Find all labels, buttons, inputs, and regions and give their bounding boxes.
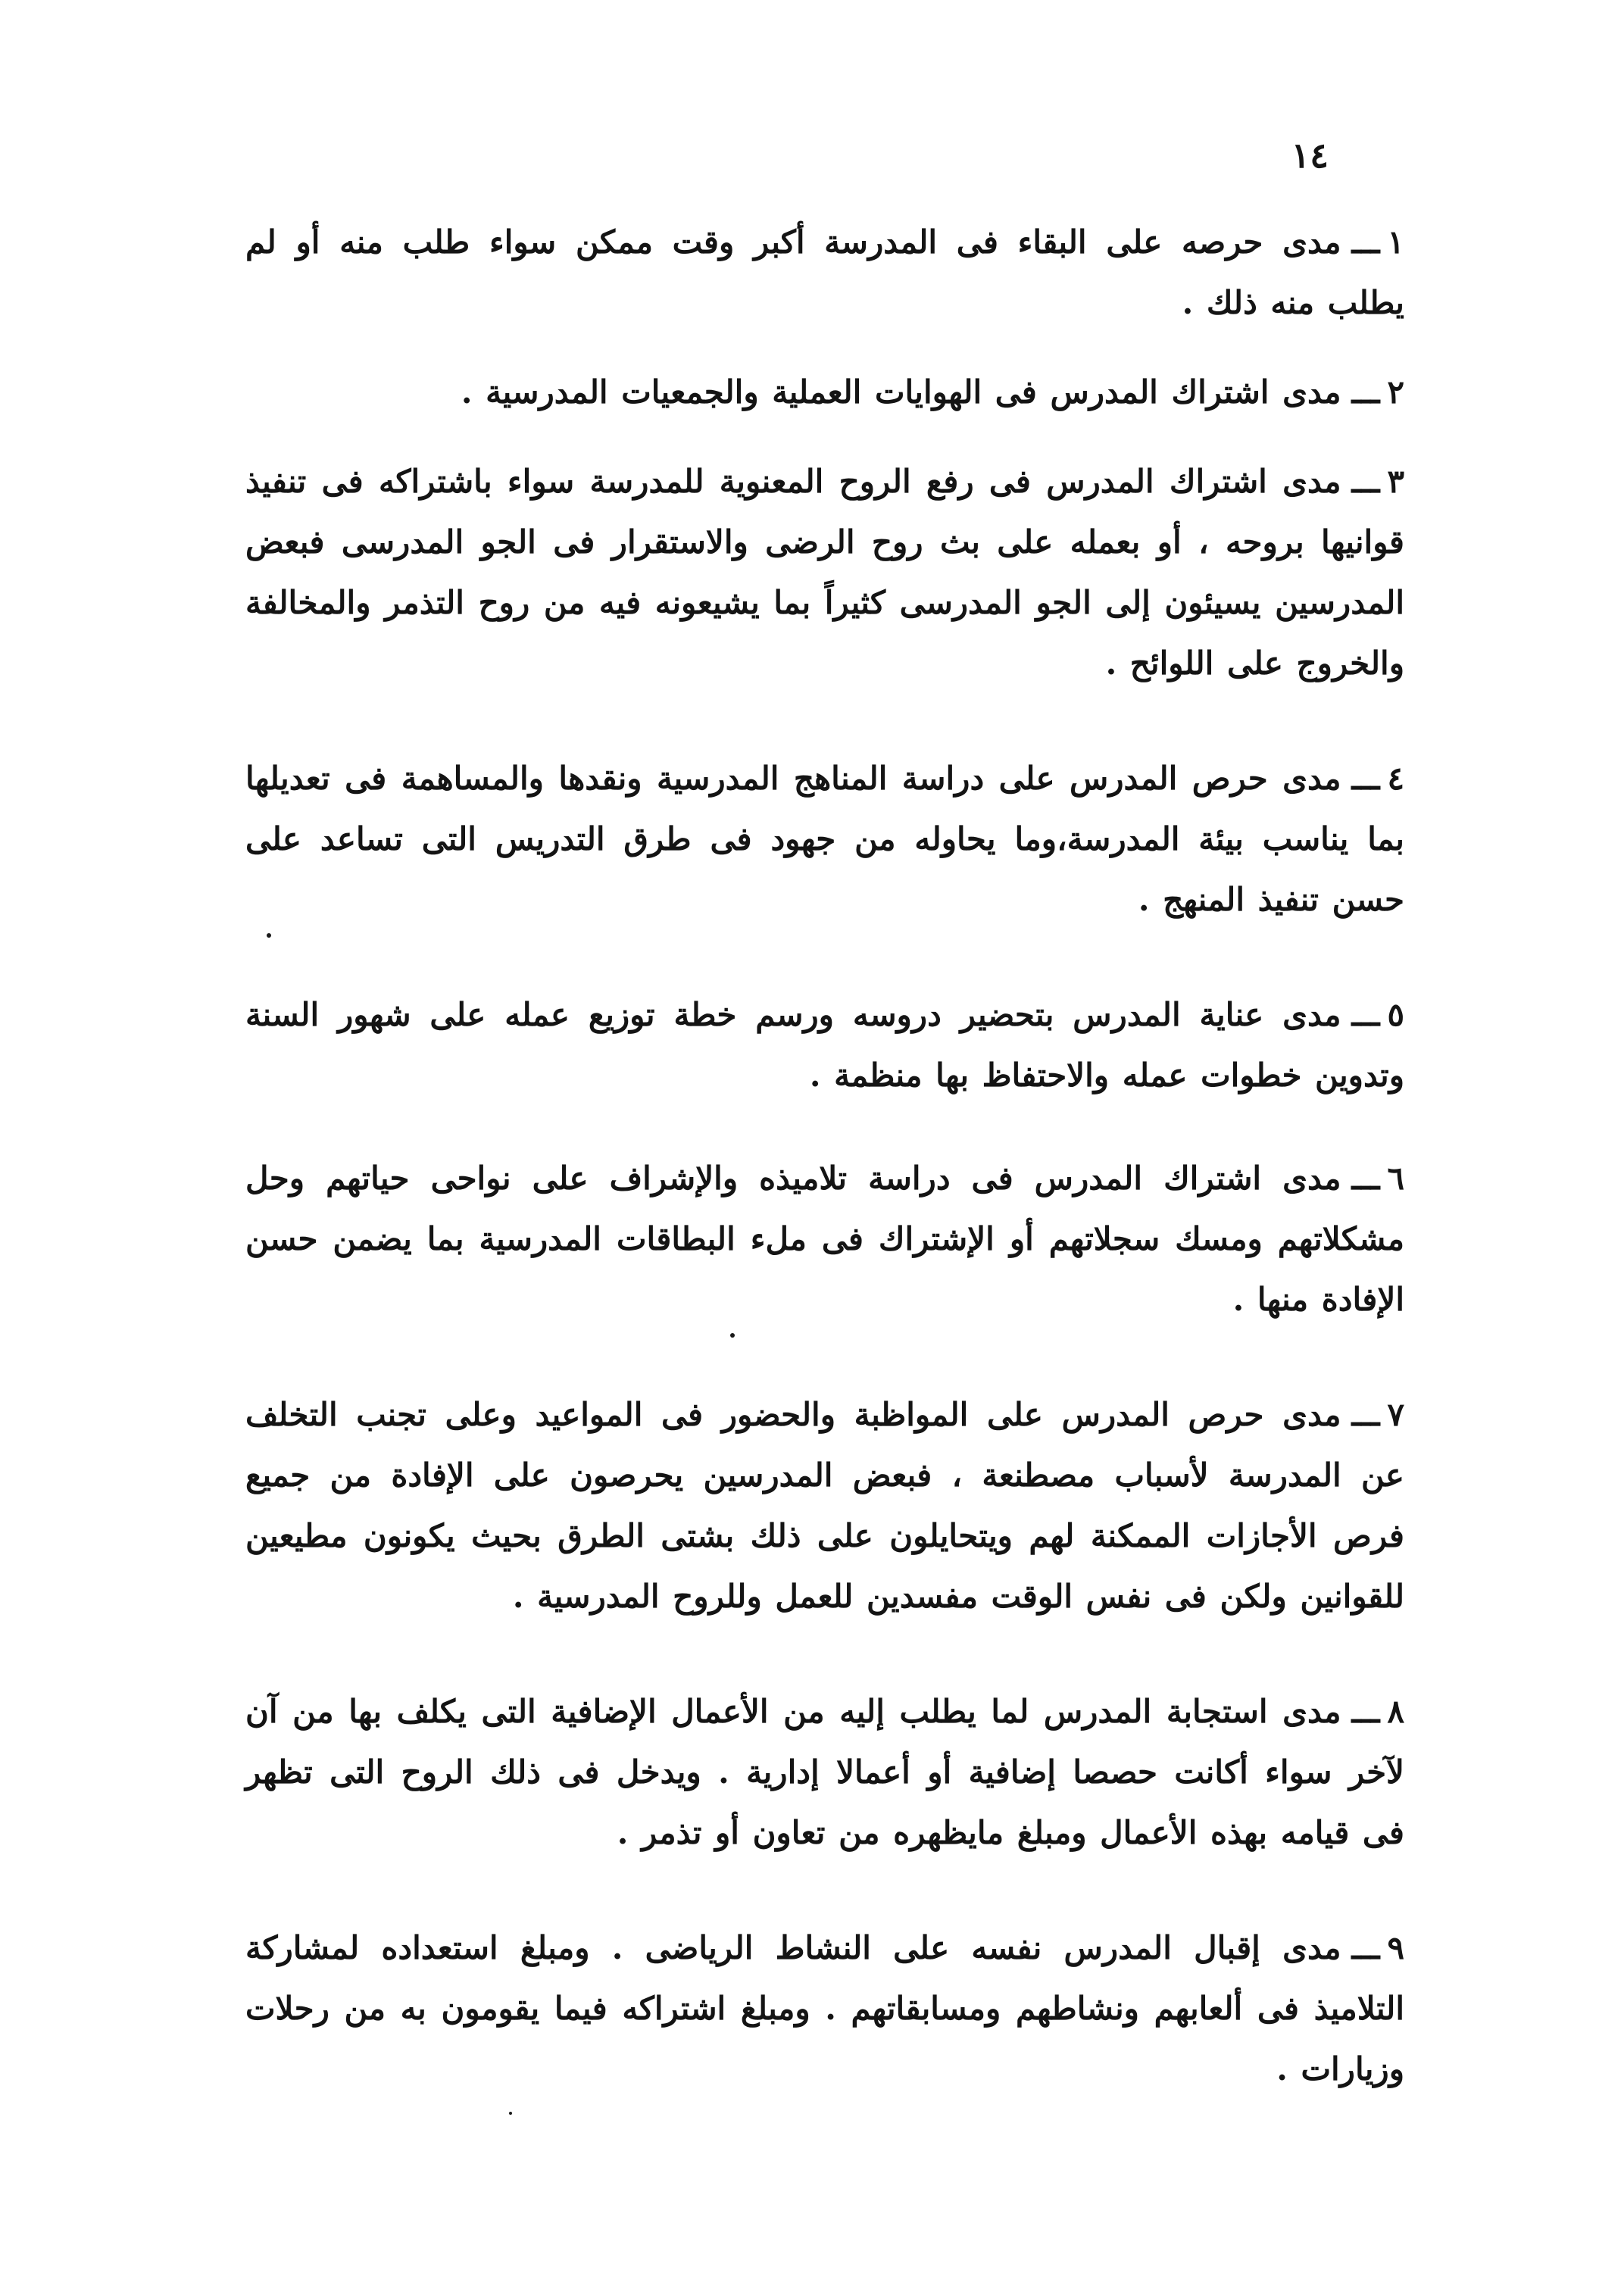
list-item-6 xyxy=(245,1148,1404,1330)
item-number: ١ xyxy=(1387,223,1404,261)
item-text: مدى حرص المدرس على المواظبة والحضور فى المواعيد وعلى تجنب التخلف عن المدرسة لأسباب مصطنعة ، فبعض المدرسين يحرصون على الإفادة من جميع فرص الأجازات الممكنة لهم ويتحايلون على ذلك بشتى الطرق بحيث يكونون مطيعين للقوانين ولكن فى نفس الوقت مفسدين للعمل وللروح المدرسية . xyxy=(245,1396,1404,1615)
item-text: مدى اشتراك المدرس فى دراسة تلاميذه والإشراف على نواحى حياتهم وحل مشكلاتهم ومسك سجلاتهم أو الإشتراك فى ملء البطاقات المدرسية بما يضمن حسن الإفادة منها . xyxy=(245,1160,1404,1318)
item-dash: ـــ xyxy=(1351,463,1380,500)
item-dash: ـــ xyxy=(1351,373,1380,411)
list-item-3 xyxy=(245,451,1404,694)
item-text: مدى إقبال المدرس نفسه على النشاط الرياضى . ومبلغ استعداده لمشاركة التلاميذ فى ألعابهم ونشاطهم ومسابقاتهم . ومبلغ اشتراكه فيما يقومون به من رحلات وزيارات . xyxy=(245,1929,1404,2087)
item-number: ٤ xyxy=(1387,760,1404,797)
item-text: مدى حرص المدرس على دراسة المناهج المدرسية ونقدها والمساهمة فى تعديلها بما يناسب بيئة المدرسة،وما يحاوله من جهود فى طرق التدريس التى تساعد على حسن تنفيذ المنهج . xyxy=(245,760,1404,918)
list-item-7 xyxy=(245,1385,1404,1627)
list-item-4 xyxy=(245,748,1404,930)
list-item-2 xyxy=(245,362,1404,423)
list-item-9 xyxy=(245,1918,1404,2100)
item-dash: ـــ xyxy=(1351,223,1380,261)
item-number: ٩ xyxy=(1387,1929,1404,1966)
page-number: ١٤ xyxy=(1291,135,1329,176)
item-number: ٦ xyxy=(1387,1160,1404,1197)
list-item-5 xyxy=(245,985,1404,1106)
item-dash: ـــ xyxy=(1351,1396,1380,1433)
item-dash: ـــ xyxy=(1351,1160,1380,1197)
item-text: مدى استجابة المدرس لما يطلب إليه من الأعمال الإضافية التى يكلف بها من آن لآخر سواء أكانت حصصا إضافية أو أعمالا إدارية . ويدخل فى ذلك الروح التى تظهر فى قيامه بهذه الأعمال ومبلغ مايظهره من تعاون أو تذمر . xyxy=(245,1693,1404,1851)
item-text: مدى اشتراك المدرس فى رفع الروح المعنوية للمدرسة سواء باشتراكه فى تنفيذ قوانيها بروحه ، أو بعمله على بث روح الرضى والاستقرار فى الجو المدرسى فبعض المدرسين يسيئون إلى الجو المدرسى كثيراً بما يشيعونه فيه من روح التذمر والمخالفة والخروج على اللوائح . xyxy=(245,463,1404,682)
item-number: ٣ xyxy=(1387,463,1404,500)
item-dash: ـــ xyxy=(1351,1693,1380,1730)
scan-speck xyxy=(267,933,271,938)
item-text: مدى حرصه على البقاء فى المدرسة أكبر وقت ممكن سواء طلب منه أو لم يطلب منه ذلك . xyxy=(245,223,1404,321)
item-number: ٢ xyxy=(1387,373,1404,411)
scan-speck xyxy=(509,2112,512,2115)
list-item-1 xyxy=(245,212,1404,333)
scan-speck xyxy=(730,1333,735,1338)
body-text xyxy=(245,212,1404,2100)
item-number: ٧ xyxy=(1387,1396,1404,1433)
item-number: ٥ xyxy=(1387,996,1404,1033)
item-text: مدى اشتراك المدرس فى الهوايات العملية والجمعيات المدرسية . xyxy=(461,373,1341,411)
list-item-8 xyxy=(245,1682,1404,1863)
item-dash: ـــ xyxy=(1351,996,1380,1033)
item-dash: ـــ xyxy=(1351,1929,1380,1966)
item-number: ٨ xyxy=(1387,1693,1404,1730)
item-dash: ـــ xyxy=(1351,760,1380,797)
item-text: مدى عناية المدرس بتحضير دروسه ورسم خطة توزيع عمله على شهور السنة وتدوين خطوات عمله والاحتفاظ بها منظمة . xyxy=(245,996,1404,1094)
